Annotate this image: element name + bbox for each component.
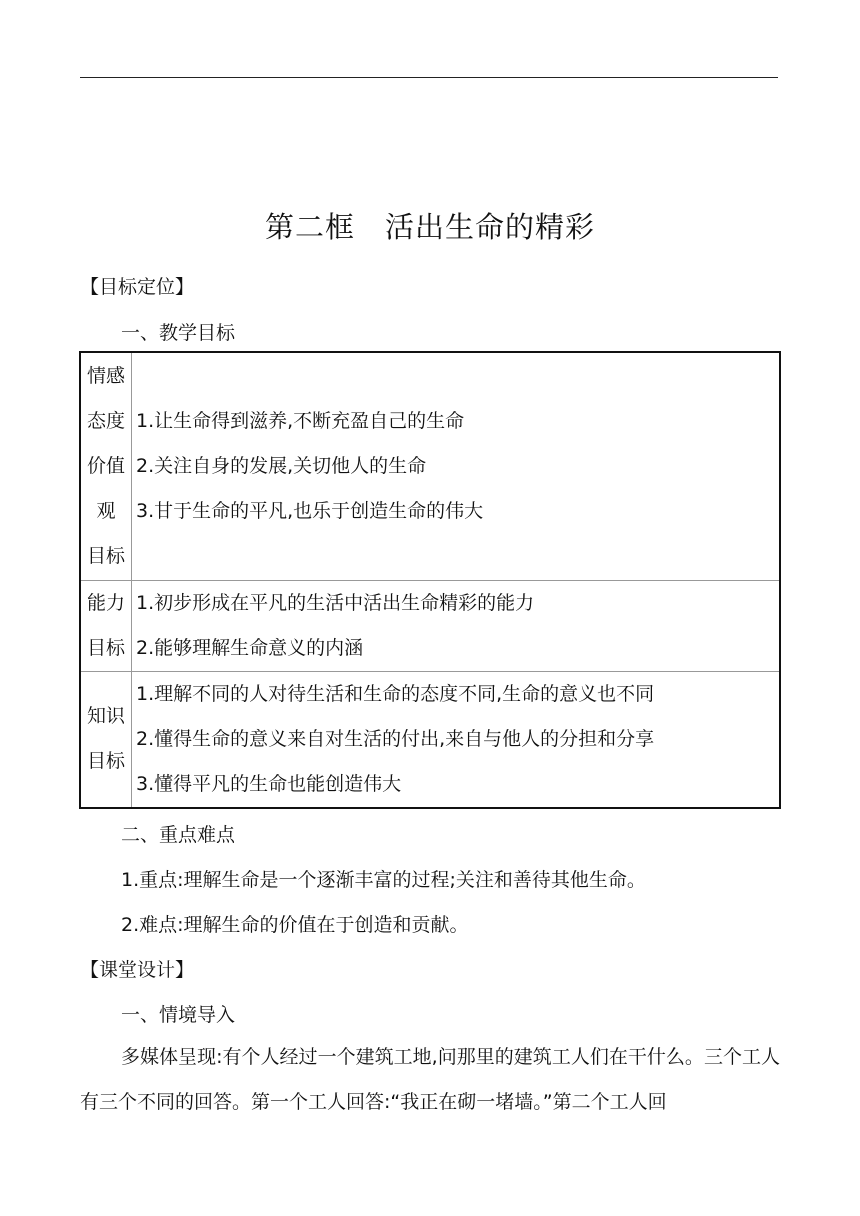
goal-item: 1.理解不同的人对待生活和生命的态度不同,生命的意义也不同 [136,682,655,705]
goal-item: 1.初步形成在平凡的生活中活出生命精彩的能力 [136,591,535,614]
category-text: 目标 [86,544,125,567]
table-row [80,671,780,808]
goal-item: 2.关注自身的发展,关切他人的生命 [136,454,427,477]
goal-item: 2.懂得生命的意义来自对生活的付出,来自与他人的分担和分享 [136,727,655,750]
intro-paragraph: 多媒体呈现:有个人经过一个建筑工地,问那里的建筑工人们在干什么。三个工人有三个不同的回答。第一个工人回答:“我正在砌一堵墙。”第二个工人回 [80,1046,780,1113]
category-text: 价值 [86,454,125,477]
row-items [132,580,781,671]
goal-item: 3.懂得平凡的生命也能创造伟大 [136,772,402,795]
difficult-point-text: 2.难点:理解生命的价值在于创造和贡献。 [121,914,469,936]
category-text: 目标 [86,750,125,772]
category-text: 态度 [86,409,125,432]
section-heading-design: 【课堂设计】 [80,959,195,981]
subheading-intro: 一、情境导入 [121,1004,236,1026]
goal-item: 3.甘于生命的平凡,也乐于创造生命的伟大 [136,499,484,522]
subheading-teaching-goals: 一、教学目标 [121,322,236,344]
table-row [80,580,780,671]
key-point-text: 1.重点:理解生命是一个逐渐丰富的过程;关注和善待其他生命。 [121,869,646,891]
row-items [132,671,781,808]
category-text: 能力 [86,591,125,614]
goal-item: 1.让生命得到滋养,不断充盈自己的生命 [136,409,465,432]
subheading-key-points: 二、重点难点 [121,824,236,846]
row-items [132,352,781,580]
row-category [80,580,132,671]
goal-item: 2.能够理解生命意义的内涵 [136,636,364,659]
teaching-goals-table [79,351,781,809]
category-text: 知识 [86,705,125,727]
row-category [80,352,132,580]
category-text: 目标 [86,636,125,659]
table-row [80,352,780,580]
row-category [80,671,132,808]
header-rule [80,77,778,78]
category-text: 观 [96,499,116,522]
category-text: 情感 [86,364,125,387]
section-heading-goal: 【目标定位】 [80,276,195,298]
page-title: 第二框 活出生命的精彩 [264,210,595,244]
